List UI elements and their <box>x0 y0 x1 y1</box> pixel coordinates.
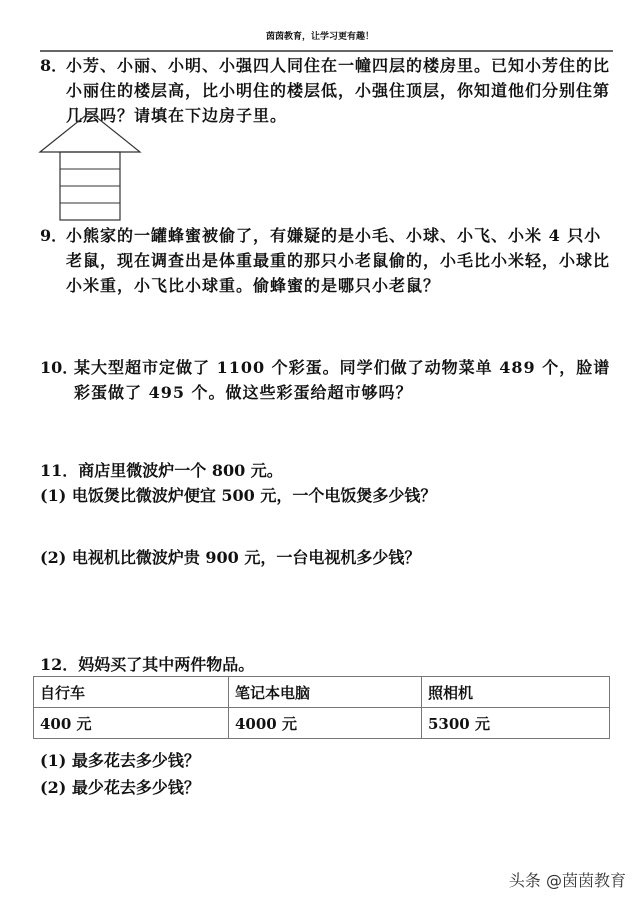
question-text: 某大型超市定做了 1100 个彩蛋。同学们做了动物菜单 489 个，脸谱彩蛋做了 495 个。做这些彩蛋给超市够吗？ <box>74 358 611 402</box>
question-12-part-2: (2) 最少花去多少钱？ <box>40 778 200 797</box>
question-number: 10． <box>40 358 79 377</box>
question-12-part-1: (1) 最多花去多少钱？ <box>40 751 200 770</box>
question-9 <box>40 223 615 298</box>
question-11-title: 11．商店里微波炉一个 800 元。 <box>40 461 283 480</box>
house-diagram <box>38 110 144 222</box>
question-10 <box>40 355 615 405</box>
question-text: 小熊家的一罐蜂蜜被偷了，有嫌疑的是小毛、小球、小飞、小米 4 只小老鼠，现在调查出是体重最重的那只小老鼠偷的，小毛比小米轻，小球比小米重，小飞比小球重。偷蜂蜜的是哪只小老鼠？ <box>66 226 611 295</box>
item-name: 照相机 <box>422 677 610 708</box>
item-price: 400 元 <box>34 708 229 739</box>
question-11-part-1: (1) 电饭煲比微波炉便宜 500 元，一个电饭煲多少钱？ <box>40 486 437 505</box>
question-11-part-2: (2) 电视机比微波炉贵 900 元，一台电视机多少钱？ <box>40 548 421 567</box>
watermark: 头条 @茵茵教育 <box>508 871 626 890</box>
header-divider <box>40 50 613 52</box>
house-roof <box>40 112 140 152</box>
question-text: 小芳、小丽、小明、小强四人同住在一幢四层的楼房里。已知小芳住的比小丽住的楼层高，比小明住的楼层低，小强住顶层，你知道他们分别住第几层吗？请填在下边房子里。 <box>66 56 611 125</box>
item-price: 5300 元 <box>422 708 610 739</box>
table-row <box>34 708 610 739</box>
item-name: 笔记本电脑 <box>229 677 422 708</box>
item-price: 4000 元 <box>229 708 422 739</box>
page-header: 茵茵教育，让学习更有趣！ <box>265 32 374 42</box>
table-row <box>34 677 610 708</box>
question-number: 8． <box>40 56 68 75</box>
item-name: 自行车 <box>34 677 229 708</box>
question-12-title: 12．妈妈买了其中两件物品。 <box>40 655 255 674</box>
question-number: 9． <box>40 226 68 245</box>
price-table <box>33 676 610 739</box>
